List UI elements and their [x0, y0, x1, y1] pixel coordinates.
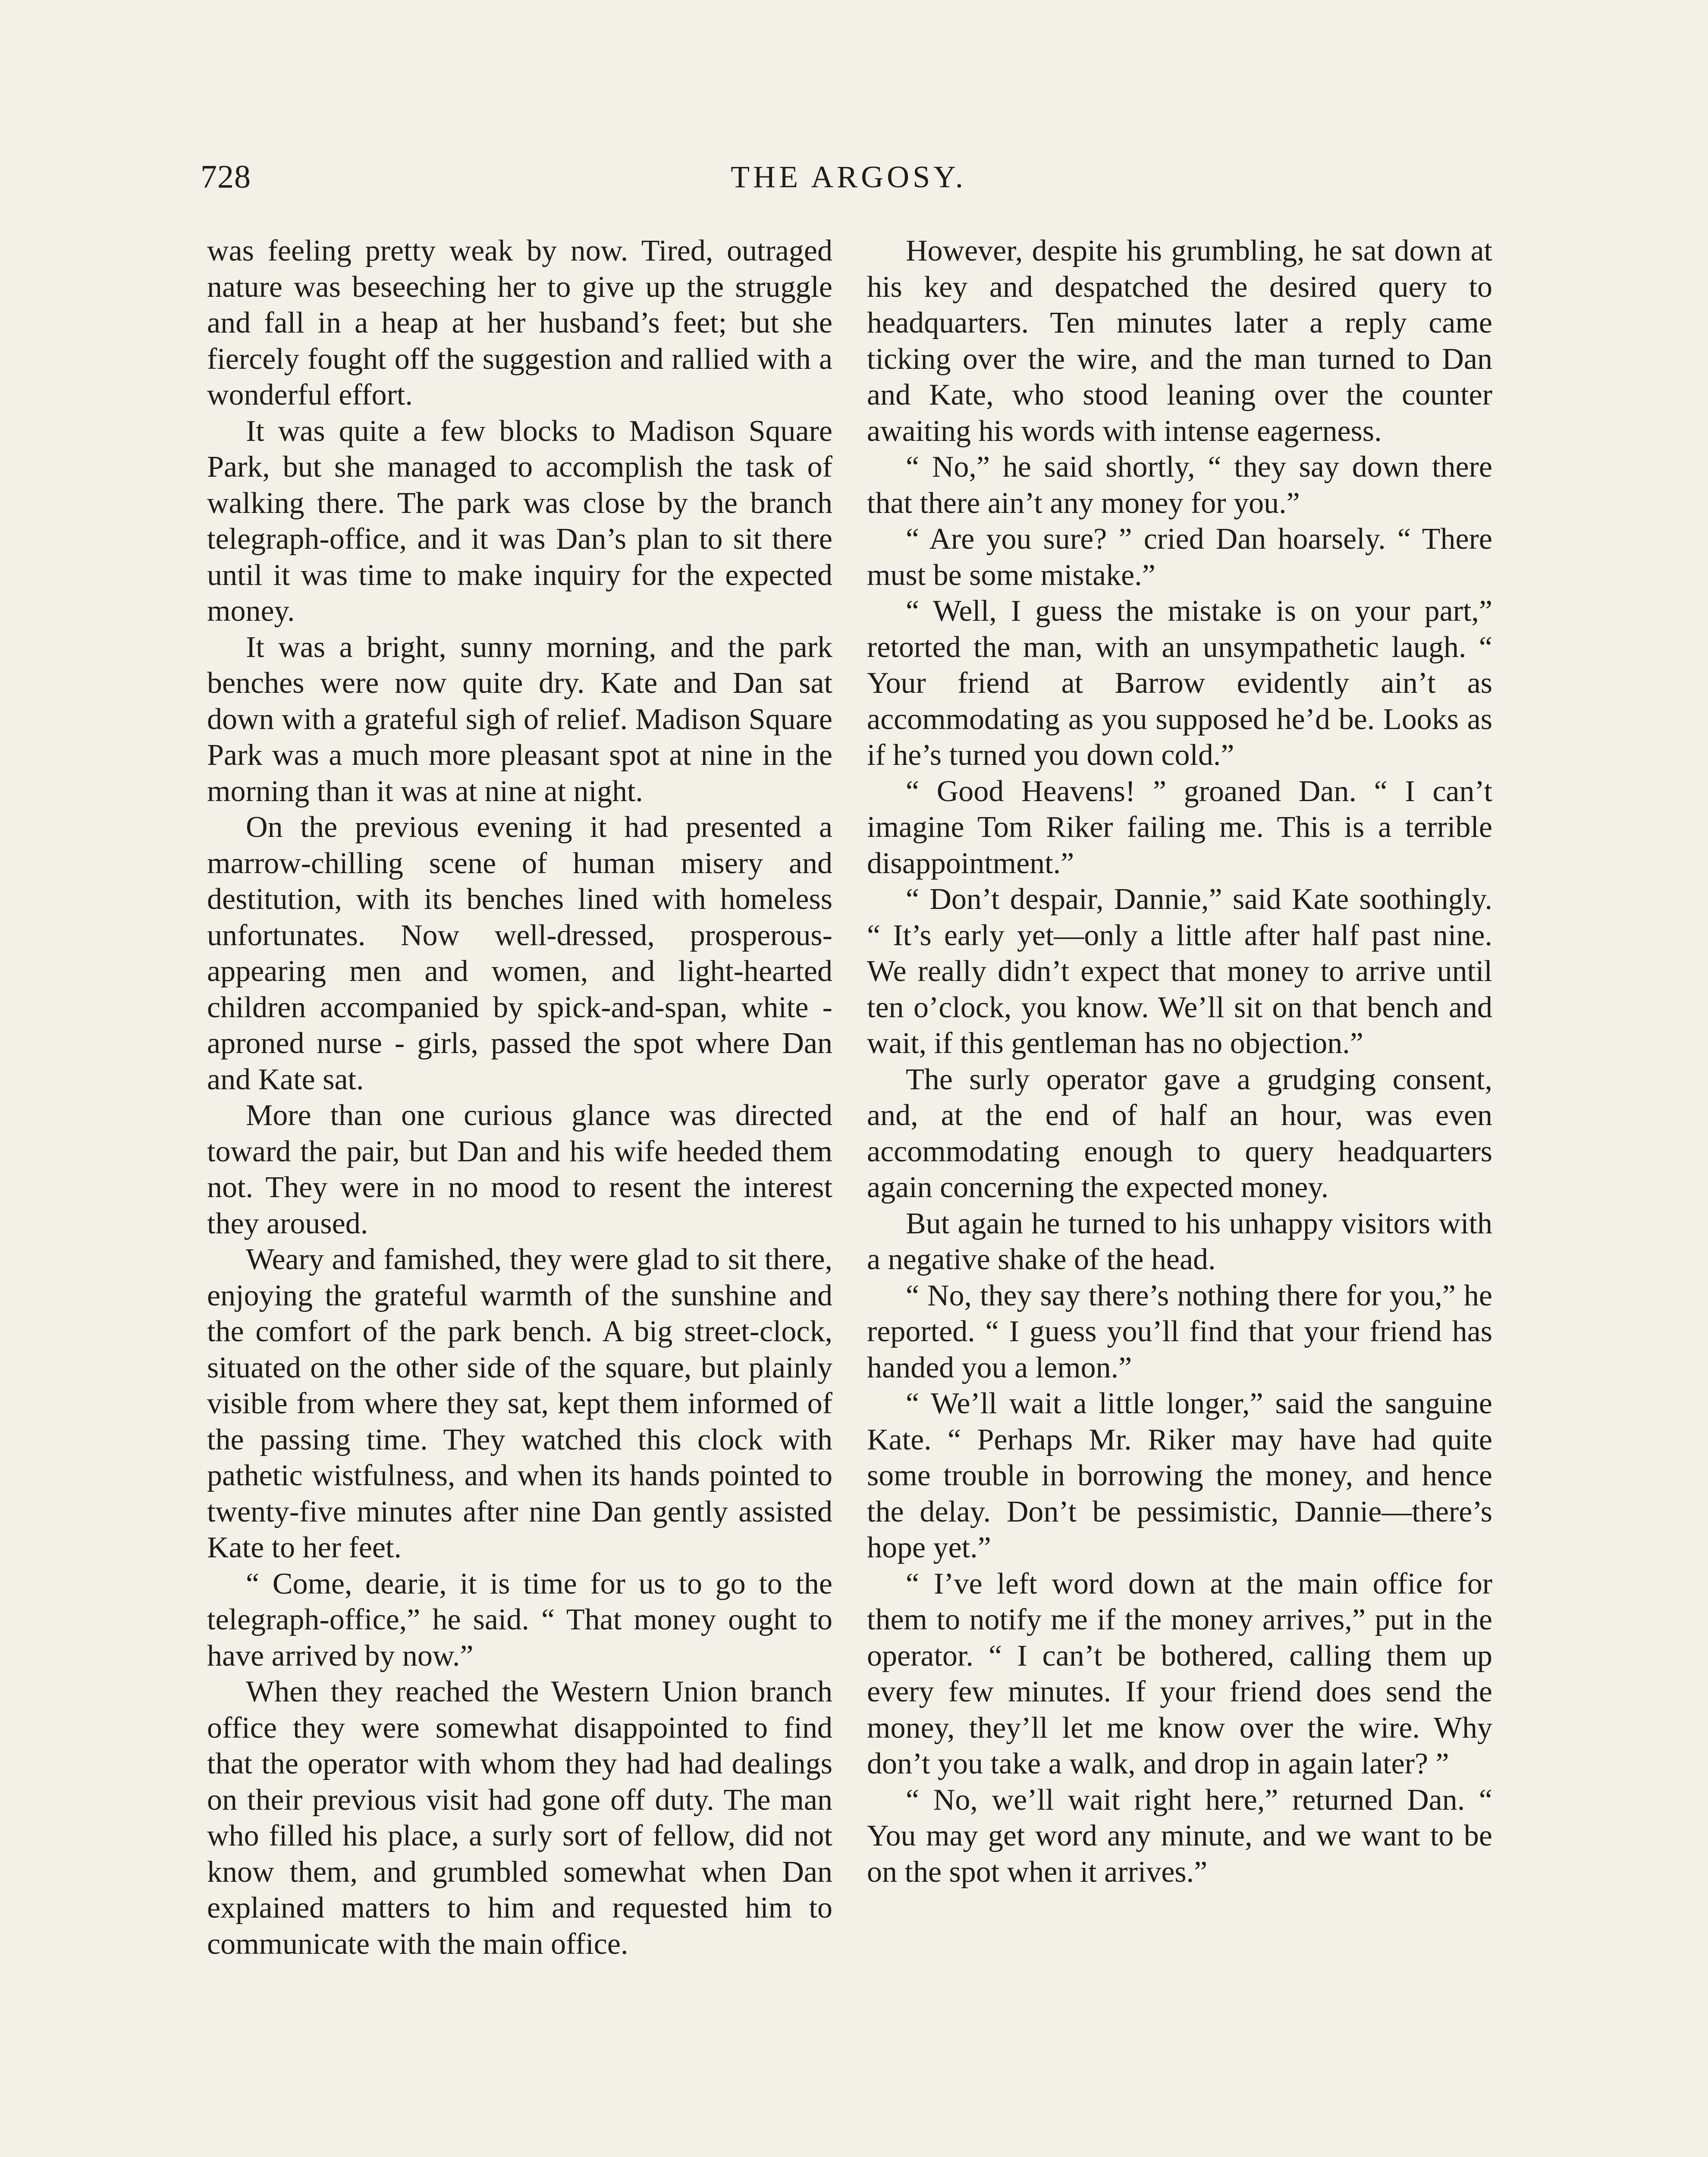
right-column [867, 233, 1492, 1890]
paragraph: But again he turned to his unhappy visitors with a negative shake of the head. [867, 1207, 1492, 1276]
running-title: THE ARGOSY. [731, 160, 967, 194]
paragraph: It was quite a few blocks to Madison Square Park, but she managed to accomplish the task of walking there. The park was close by the branch telegraph-office, and it was Dan’s plan to sit there until it was time to make inquiry for the expected money. [207, 414, 832, 628]
left-column [207, 233, 832, 1962]
paragraph: However, despite his grumbling, he sat down at his key and despatched the desired query to headquarters. Ten minutes later a reply came ticking over the wire, and the man turned to Dan and Kate, who stood leaning over the counter awaiting his words with intense eagerness. [867, 234, 1492, 448]
paragraph: “ No,” he said shortly, “ they say down there that there ain’t any money for you.” [867, 450, 1492, 520]
paragraph: On the previous evening it had presented a marrow-chilling scene of human misery and destitution, with its benches lined with homeless unfortunates. Now well-dressed, prosperous-appearing men and women, and light-hearted children accompanied by spick-and-span, white - aproned nurse - girls, passed the spot where Dan and Kate sat. [207, 811, 832, 1096]
paragraph: “ I’ve left word down at the main office for them to notify me if the money arrives,” put in the operator. “ I can’t be bothered, calling them up every few minutes. If your friend does send the money, they’ll let me know over the wire. Why don’t you take a walk, and drop in again later? ” [867, 1567, 1492, 1780]
paragraph: “ No, we’ll wait right here,” returned Dan. “ You may get word any minute, and we want to be on the spot when it arrives.” [867, 1783, 1492, 1889]
paragraph: “ Well, I guess the mistake is on your part,” retorted the man, with an unsympathetic laugh. “ Your friend at Barrow evidently ain’t as accommodating as you supposed he’d be. Looks as if he’s turned you down cold.” [867, 594, 1492, 772]
paragraph: Weary and famished, they were glad to sit there, enjoying the grateful warmth of the sunshine and the comfort of the park bench. A big street-clock, situated on the other side of the square, but plainly visible from where they sat, kept them informed of the passing time. They watched this clock with pathetic wistfulness, and when its hands pointed to twenty-five minutes after nine Dan gently assisted Kate to her feet. [207, 1243, 832, 1564]
paragraph: “ Are you sure? ” cried Dan hoarsely. “ There must be some mistake.” [867, 522, 1492, 592]
paragraph: More than one curious glance was directed toward the pair, but Dan and his wife heeded them not. They were in no mood to resent the interest they aroused. [207, 1099, 832, 1240]
page-header [201, 155, 1497, 203]
page-number: 728 [201, 159, 251, 195]
paragraph: “ Good Heavens! ” groaned Dan. “ I can’t imagine Tom Riker failing me. This is a terrible disappointment.” [867, 774, 1492, 880]
paragraph: “ No, they say there’s nothing there for you,” he reported. “ I guess you’ll find that your friend has handed you a lemon.” [867, 1279, 1492, 1384]
paragraph: It was a bright, sunny morning, and the park benches were now quite dry. Kate and Dan sat down with a grateful sigh of relief. Madison Square Park was a much more pleasant spot at nine in the morning than it was at nine at night. [207, 630, 832, 808]
paragraph: “ Come, dearie, it is time for us to go to the telegraph-office,” he said. “ That money ought to have arrived by now.” [207, 1567, 832, 1673]
paragraph: When they reached the Western Union branch office they were somewhat disappointed to find that the operator with whom they had had dealings on their previous visit had gone off duty. The man who filled his place, a surly sort of fellow, did not know them, and grumbled somewhat when Dan explained matters to him and requested him to communicate with the main office. [207, 1675, 832, 1961]
paragraph: was feeling pretty weak by now. Tired, outraged nature was beseeching her to give up the struggle and fall in a heap at her husband’s feet; but she fiercely fought off the suggestion and rallied with a wonderful effort. [207, 234, 832, 412]
paragraph: The surly operator gave a grudging consent, and, at the end of half an hour, was even accommodating enough to query headquarters again concerning the expected money. [867, 1063, 1492, 1204]
paragraph: “ We’ll wait a little longer,” said the sanguine Kate. “ Perhaps Mr. Riker may have had quite some trouble in borrowing the money, and hence the delay. Don’t be pessimistic, Dannie—there’s hope yet.” [867, 1387, 1492, 1564]
paragraph: “ Don’t despair, Dannie,” said Kate soothingly. “ It’s early yet—only a little after half past nine. We really didn’t expect that money to arrive until ten o’clock, you know. We’ll sit on that bench and wait, if this gentleman has no objection.” [867, 883, 1492, 1060]
